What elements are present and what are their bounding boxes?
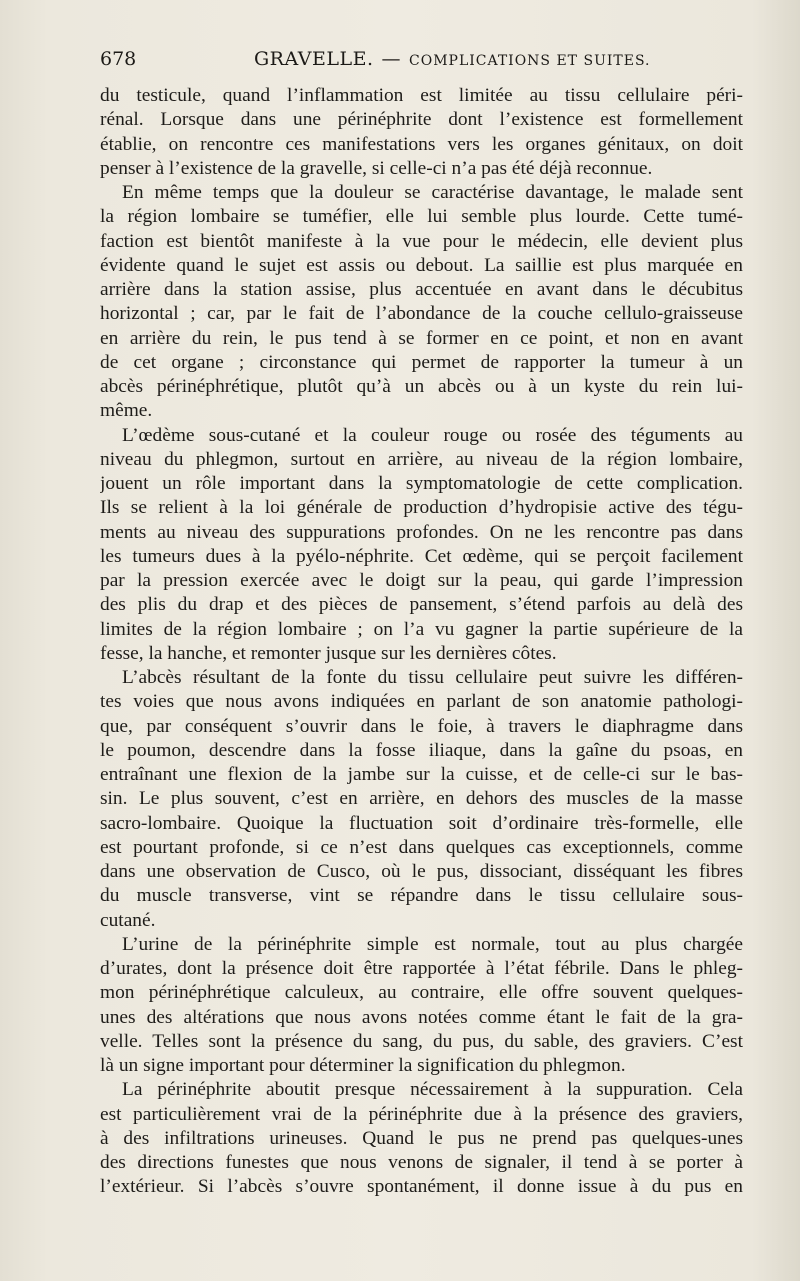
text-line: horizontal ; car, par le fait de l’abondance de la couche cellulo-graisseuse	[100, 303, 743, 325]
text-line: sin. Le plus souvent, c’est en arrière, en dehors des muscles de la masse	[100, 788, 743, 810]
section-subtitle: COMPLICATIONS ET SUITES.	[409, 53, 651, 69]
text-line: velle. Telles sont la présence du sang, du pus, du sable, des graviers. C’est	[100, 1030, 743, 1052]
text-line: tes voies que nous avons indiquées en parlant de son anatomie pathologi-	[100, 691, 743, 713]
text-line: La périnéphrite aboutit presque nécessairement à la suppuration. Cela	[122, 1079, 743, 1101]
text-line: En même temps que la douleur se caractérise davantage, le malade sent	[122, 182, 743, 203]
running-head	[254, 48, 651, 70]
text-line: rénal. Lorsque dans une périnéphrite dont l’existence est formellement	[100, 109, 743, 131]
text-line: par la pression exercée avec le doigt sur la peau, qui garde l’impression	[100, 570, 743, 591]
header-dash: —	[381, 48, 401, 70]
text-line: les tumeurs dues à la pyélo-néphrite. Cet œdème, qui se perçoit facilement	[100, 545, 743, 567]
page-number: 678	[100, 48, 137, 70]
text-line: d’urates, dont la présence doit être rapportée à l’état fébrile. Dans le phleg-	[100, 958, 743, 979]
text-line: L’œdème sous-cutané et la couleur rouge ou rosée des téguments au	[122, 424, 743, 446]
text-line: est particulièrement vrai de la périnéphrite due à la présence des graviers,	[100, 1103, 743, 1125]
text-line: à des infiltrations urineuses. Quand le pus ne prend pas quelques-unes	[100, 1127, 743, 1149]
text-line: mon périnéphrétique calculeux, au contraire, elle offre souvent quelques-	[100, 982, 743, 1004]
text-line: ments au niveau des suppurations profondes. On ne les rencontre pas dans	[100, 521, 743, 543]
text-line: évidente quand le sujet est assis ou debout. La saillie est plus marquée en	[100, 254, 743, 276]
text-line: jouent un rôle important dans la symptomatologie de cette complication.	[100, 473, 743, 494]
text-line: est pourtant profonde, si ce n’est dans quelques cas exceptionnels, comme	[100, 836, 743, 858]
text-line: l’extérieur. Si l’abcès s’ouvre spontanément, il donne issue à du pus en	[100, 1176, 743, 1198]
text-line: Ils se relient à la loi générale de production d’hydropisie active des tégu-	[100, 497, 743, 519]
text-line: que, par conséquent s’ouvrir dans le foie, à travers le diaphragme dans	[100, 715, 743, 737]
body-text	[100, 84, 743, 1200]
text-line: entraînant une flexion de la jambe sur la cuisse, et de celle-ci sur le bas-	[100, 764, 743, 785]
text-line: du muscle transverse, vint se répandre dans le tissu cellulaire sous-	[100, 885, 743, 907]
text-line: dans une observation de Cusco, où le pus, dissociant, disséquant les fibres	[100, 861, 743, 882]
text-line: même.	[100, 400, 153, 422]
text-line: L’abcès résultant de la fonte du tissu cellulaire peut suivre les différen-	[122, 667, 743, 688]
text-line: en arrière du rein, le pus tend à se former en ce point, et non en avant	[100, 327, 743, 349]
text-line: limites de la région lombaire ; on l’a vu gagner la partie supérieure de la	[100, 618, 743, 640]
text-line: de cet organe ; circonstance qui permet de rapporter la tumeur à un	[100, 351, 743, 373]
text-line: fesse, la hanche, et remonter jusque sur les dernières côtes.	[100, 642, 557, 664]
text-line: abcès périnéphrétique, plutôt qu’à un abcès ou à un kyste du rein lui-	[100, 376, 743, 397]
text-line: des plis du drap et des pièces de pansement, s’étend parfois au delà des	[100, 594, 743, 616]
text-line: niveau du phlegmon, surtout en arrière, au niveau de la région lombaire,	[100, 448, 743, 470]
text-line: penser à l’existence de la gravelle, si celle-ci n’a pas été déjà reconnue.	[100, 157, 653, 179]
text-line: des directions funestes que nous venons de signaler, il tend à se porter à	[100, 1152, 743, 1173]
text-line: sacro-lombaire. Quoique la fluctuation soit d’ordinaire très-formelle, elle	[100, 812, 743, 834]
text-line: le poumon, descendre dans la fosse iliaque, dans la gaîne du psoas, en	[100, 739, 743, 761]
text-line: la région lombaire se tuméfier, elle lui semble plus lourde. Cette tumé-	[100, 206, 743, 228]
text-line: arrière dans la station assise, plus accentuée en avant dans le décubitus	[100, 279, 743, 300]
text-line: établie, on rencontre ces manifestations vers les organes génitaux, on doit	[100, 133, 743, 155]
chapter-title: GRAVELLE.	[254, 48, 374, 70]
text-line: unes des altérations que nous avons notées comme étant le fait de la gra-	[100, 1006, 743, 1028]
text-line: faction est bientôt manifeste à la vue pour le médecin, elle devient plus	[100, 230, 743, 252]
text-line: cutané.	[100, 909, 156, 931]
page-header	[100, 48, 754, 78]
text-line: du testicule, quand l’inflammation est limitée au tissu cellulaire péri-	[100, 85, 743, 106]
text-line: L’urine de la périnéphrite simple est normale, tout au plus chargée	[122, 933, 743, 955]
text-line: là un signe important pour déterminer la signification du phlegmon.	[100, 1055, 626, 1076]
